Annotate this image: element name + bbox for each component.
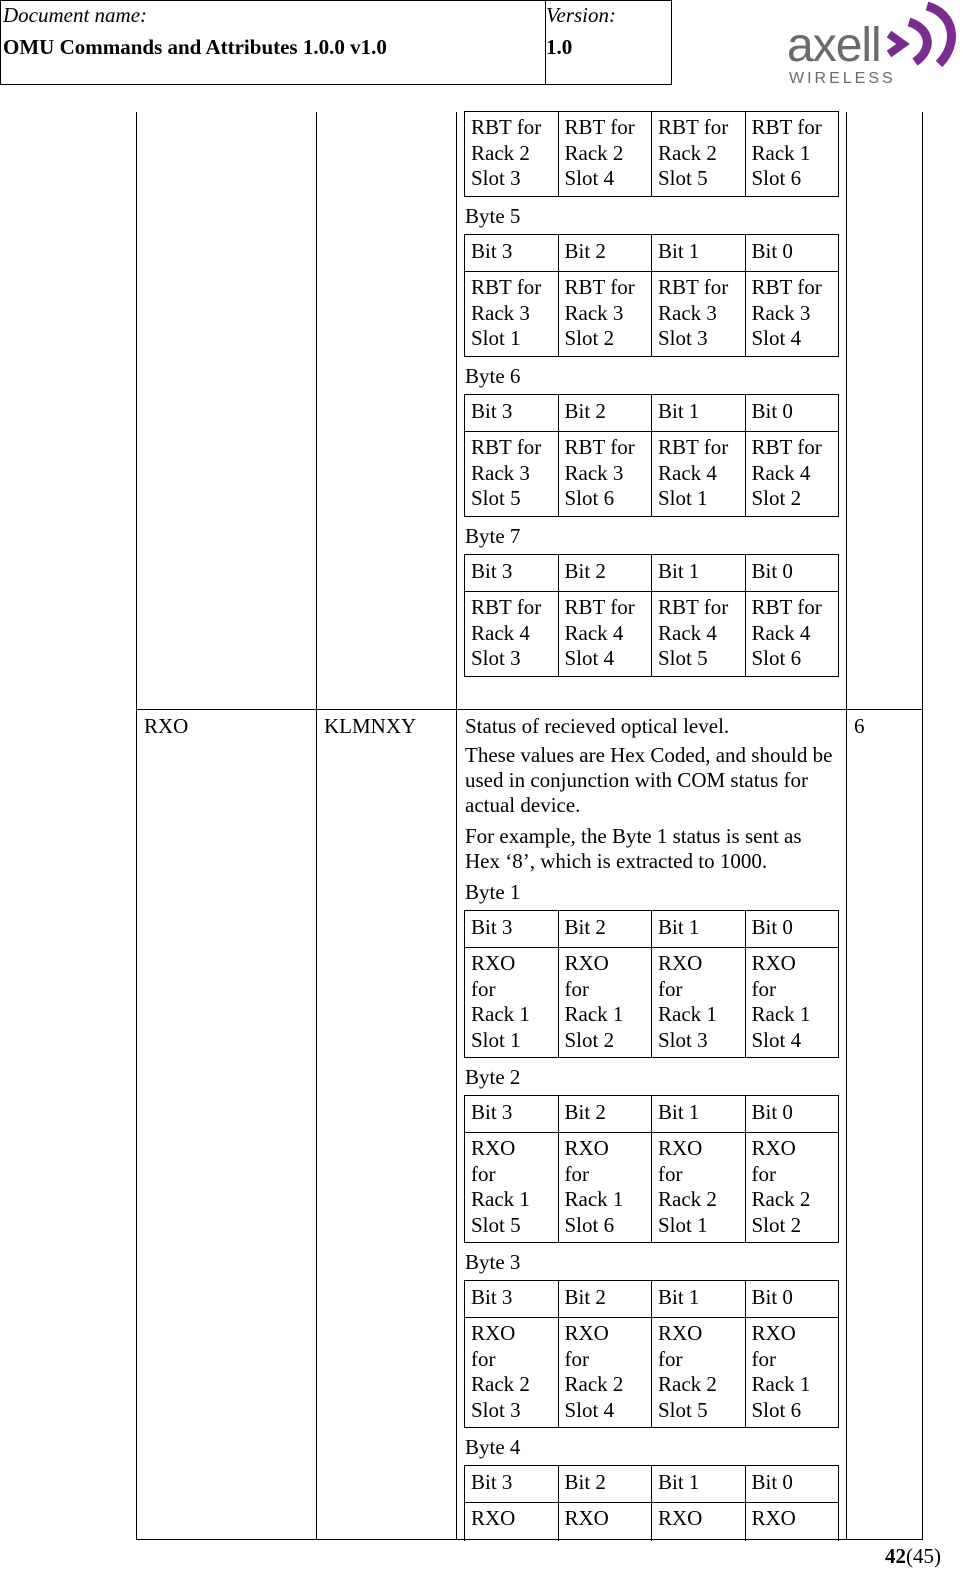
bit-header: Bit 2 <box>558 235 652 272</box>
bit-value: RBT for Rack 4 Slot 1 <box>652 432 746 517</box>
bit-value: RBT for Rack 3 Slot 3 <box>652 272 746 357</box>
bit-value: RXO for Rack 2 Slot 1 <box>652 1133 746 1243</box>
byte-label: Byte 7 <box>465 524 521 548</box>
bit-value: RBT for Rack 4 Slot 5 <box>652 592 746 677</box>
logo-subtitle: WIRELESS <box>789 70 896 87</box>
bit-header: Bit 1 <box>652 235 746 272</box>
description-line: Status of recieved optical level. <box>465 714 730 738</box>
axell-chevron-icon <box>885 0 960 70</box>
bit-value: RXO for Rack 2 Slot 3 <box>465 1318 559 1428</box>
byte-label: Byte 4 <box>465 1435 521 1459</box>
row-divider <box>136 709 923 710</box>
bit-value: RBT for Rack 3 Slot 6 <box>558 432 652 517</box>
bit-header: Bit 0 <box>745 395 839 432</box>
bit-header: Bit 2 <box>558 1281 652 1318</box>
byte-label: Byte 5 <box>465 204 521 228</box>
bit-value: RBT for Rack 4 Slot 2 <box>745 432 839 517</box>
bit-header: Bit 0 <box>745 235 839 272</box>
bit-value: RBT for Rack 2 Slot 3 <box>465 112 559 197</box>
bit-table <box>464 554 839 677</box>
bit-table <box>464 1095 839 1243</box>
bit-header: Bit 1 <box>652 555 746 592</box>
bit-value: RBT for Rack 1 Slot 6 <box>745 112 839 197</box>
byte-label: Byte 1 <box>465 880 521 904</box>
bit-header: Bit 2 <box>558 911 652 948</box>
byte-label: Byte 2 <box>465 1065 521 1089</box>
bit-value: RBT for Rack 3 Slot 4 <box>745 272 839 357</box>
doc-name-cell <box>1 1 546 84</box>
attribute-name: RXO <box>144 714 189 738</box>
bit-header: Bit 3 <box>465 1281 559 1318</box>
bit-header: Bit 3 <box>465 395 559 432</box>
table-border <box>316 112 317 1540</box>
bit-header: Bit 2 <box>558 395 652 432</box>
version-label: Version: <box>546 3 616 27</box>
bit-value: RXO <box>652 1503 746 1541</box>
bit-value: RBT for Rack 4 Slot 3 <box>465 592 559 677</box>
bit-table <box>464 1280 839 1428</box>
bit-table <box>464 910 839 1058</box>
bit-value: RBT for Rack 4 Slot 4 <box>558 592 652 677</box>
bit-value: RXO <box>745 1503 839 1541</box>
table-border <box>846 112 847 1540</box>
description-paragraph: These values are Hex Coded, and should be used in conjunction with COM status for actual device. <box>465 743 833 817</box>
bit-value: RXO for Rack 1 Slot 6 <box>745 1318 839 1428</box>
bit-header: Bit 0 <box>745 1281 839 1318</box>
description-paragraph: For example, the Byte 1 status is sent as Hex ‘8’, which is extracted to 1000. <box>465 824 802 873</box>
doc-name-label: Document name: <box>3 3 148 27</box>
bit-header: Bit 0 <box>745 911 839 948</box>
bit-value: RXO for Rack 2 Slot 4 <box>558 1318 652 1428</box>
bit-header: Bit 2 <box>558 1466 652 1503</box>
attribute-format: KLMNXY <box>324 714 417 738</box>
bit-header: Bit 1 <box>652 1466 746 1503</box>
bit-table <box>464 234 839 357</box>
byte-label: Byte 6 <box>465 364 521 388</box>
document-header <box>0 0 672 85</box>
bit-value: RBT for Rack 3 Slot 5 <box>465 432 559 517</box>
bit-value: RXO for Rack 1 Slot 6 <box>558 1133 652 1243</box>
byte-label: Byte 3 <box>465 1250 521 1274</box>
bit-value: RXO <box>465 1503 559 1541</box>
bit-value: RXO for Rack 1 Slot 5 <box>465 1133 559 1243</box>
bit-value: RXO for Rack 1 Slot 4 <box>745 948 839 1058</box>
logo-wordmark: axell <box>787 19 881 72</box>
doc-name-value: OMU Commands and Attributes 1.0.0 v1.0 <box>3 35 387 59</box>
table-border <box>456 112 457 1540</box>
bit-value: RBT for Rack 2 Slot 4 <box>558 112 652 197</box>
bit-header: Bit 3 <box>465 1466 559 1503</box>
bit-value: RXO for Rack 2 Slot 5 <box>652 1318 746 1428</box>
bit-value: RXO for Rack 1 Slot 1 <box>465 948 559 1058</box>
bit-header: Bit 0 <box>745 555 839 592</box>
bit-value: RXO for Rack 1 Slot 2 <box>558 948 652 1058</box>
bit-value: RXO for Rack 1 Slot 3 <box>652 948 746 1058</box>
bit-header: Bit 2 <box>558 1096 652 1133</box>
company-logo <box>785 0 965 95</box>
bit-header: Bit 0 <box>745 1096 839 1133</box>
bit-value: RXO <box>558 1503 652 1541</box>
page-current: 42 <box>885 1544 906 1568</box>
bit-header: Bit 3 <box>465 555 559 592</box>
table-border <box>136 112 137 1540</box>
version-value: 1.0 <box>546 35 573 59</box>
attribute-length: 6 <box>854 714 865 738</box>
rbt-byte4-values-table <box>464 111 839 197</box>
bit-header: Bit 3 <box>465 1096 559 1133</box>
bit-value: RBT for Rack 3 Slot 1 <box>465 272 559 357</box>
bit-header: Bit 3 <box>465 911 559 948</box>
bit-value: RBT for Rack 2 Slot 5 <box>652 112 746 197</box>
bit-header: Bit 1 <box>652 1281 746 1318</box>
bit-value: RBT for Rack 4 Slot 6 <box>745 592 839 677</box>
bit-header: Bit 3 <box>465 235 559 272</box>
bit-header: Bit 0 <box>745 1466 839 1503</box>
table-border <box>922 112 923 1540</box>
bit-header: Bit 1 <box>652 1096 746 1133</box>
bit-value: RBT for Rack 3 Slot 2 <box>558 272 652 357</box>
bit-header: Bit 1 <box>652 911 746 948</box>
page-total: (45) <box>906 1544 941 1568</box>
bit-header: Bit 1 <box>652 395 746 432</box>
bit-value: RXO for Rack 2 Slot 2 <box>745 1133 839 1243</box>
bit-header: Bit 2 <box>558 555 652 592</box>
bit-table <box>464 1465 839 1541</box>
version-cell <box>546 1 672 84</box>
bit-table <box>464 394 839 517</box>
page-number <box>885 1544 941 1569</box>
